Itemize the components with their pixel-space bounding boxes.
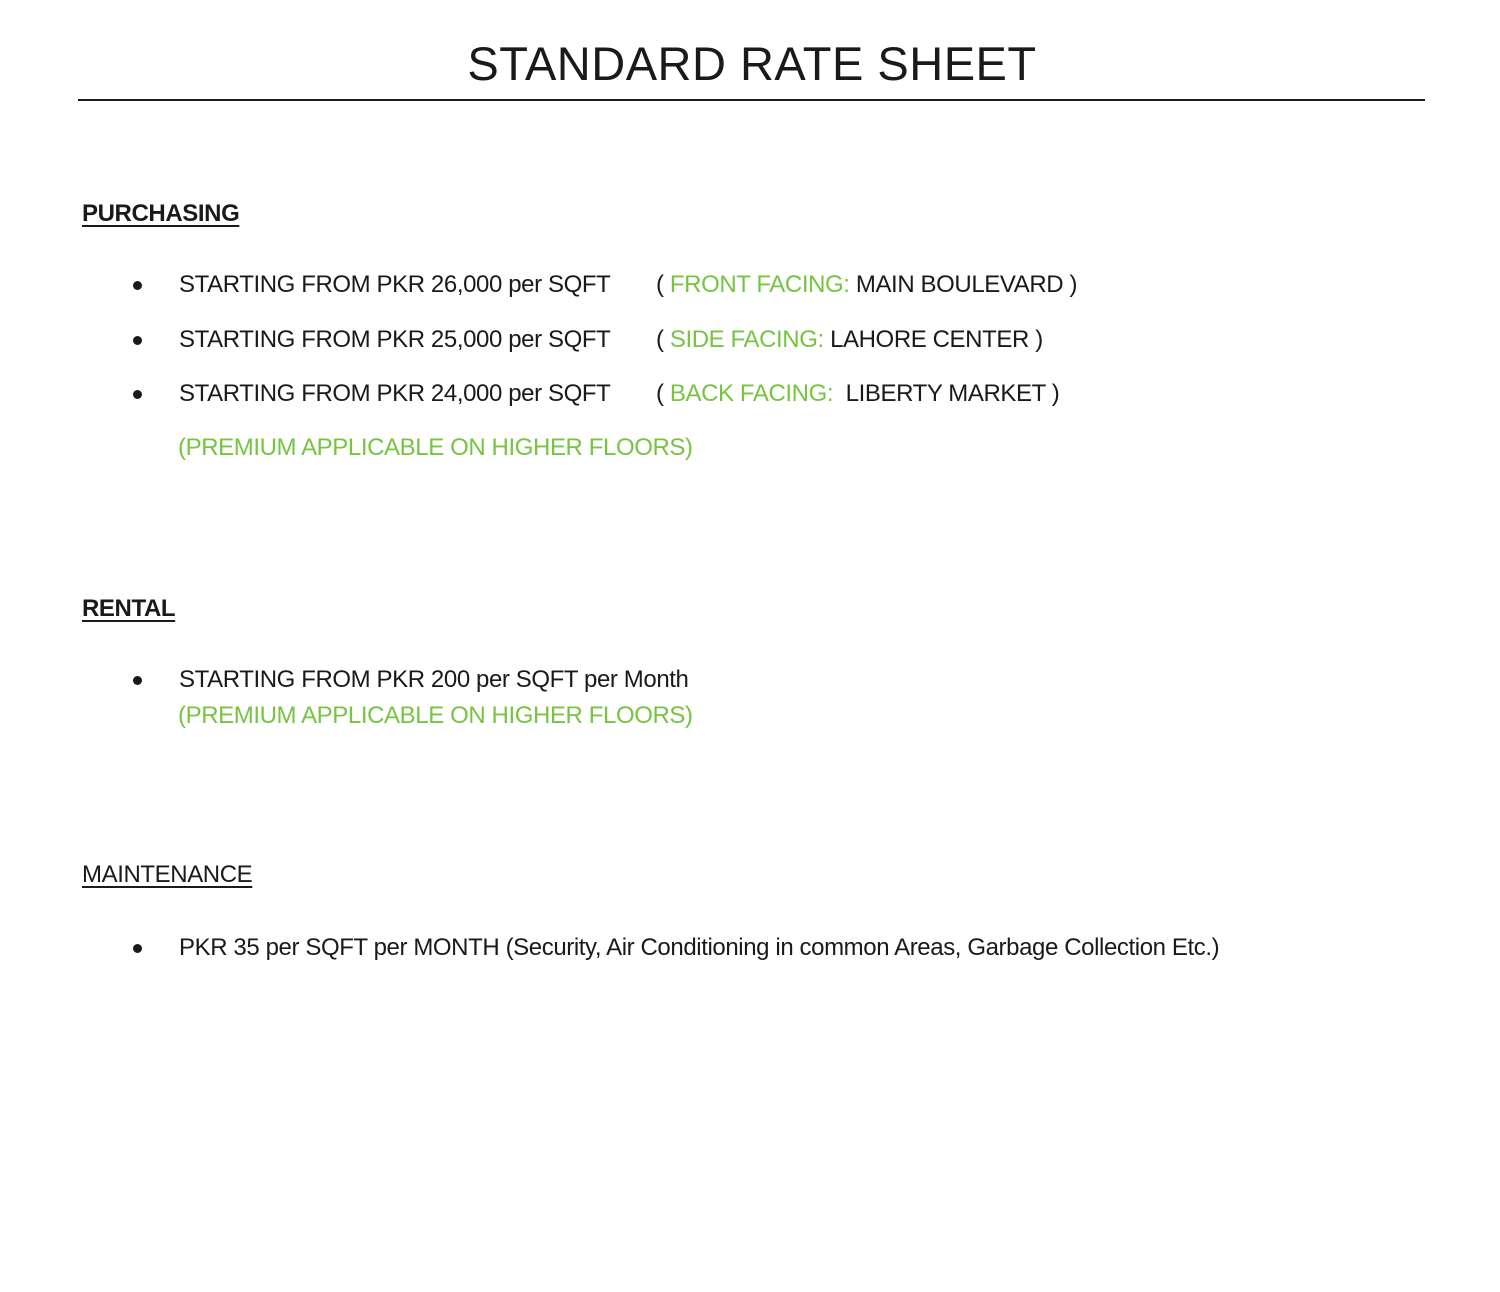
open-paren: ( <box>656 271 664 298</box>
rate-text: STARTING FROM PKR 200 per SQFT per Month <box>179 666 689 693</box>
purchasing-heading: PURCHASING <box>82 200 240 227</box>
facing-info <box>656 269 1077 301</box>
facing-label: SIDE FACING: <box>669 326 824 353</box>
facing-location: LIBERTY MARKET <box>845 380 1046 407</box>
bullet-icon <box>133 281 142 290</box>
close-paren: ) <box>1035 326 1043 353</box>
rate-text: PKR 35 per SQFT per MONTH (Security, Air Conditioning in common Areas, Garbage Collection Etc.) <box>179 934 1220 961</box>
rate-text: STARTING FROM PKR 24,000 per SQFT <box>179 380 611 407</box>
rental-heading: RENTAL <box>82 595 176 622</box>
premium-note: (PREMIUM APPLICABLE ON HIGHER FLOORS) <box>178 702 693 729</box>
rate-text: STARTING FROM PKR 25,000 per SQFT <box>179 326 611 353</box>
facing-location: MAIN BOULEVARD <box>855 271 1064 298</box>
facing-label: FRONT FACING: <box>669 271 850 298</box>
page-title: STANDARD RATE SHEET <box>467 37 1037 90</box>
rate-text: STARTING FROM PKR 26,000 per SQFT <box>179 271 611 298</box>
open-paren: ( <box>656 380 664 407</box>
open-paren: ( <box>656 326 664 353</box>
close-paren: ) <box>1051 380 1060 407</box>
maintenance-heading: MAINTENANCE <box>82 861 253 888</box>
facing-label: BACK FACING: <box>669 380 834 407</box>
facing-info <box>656 324 1043 356</box>
bullet-icon <box>133 944 142 953</box>
facing-location: LAHORE CENTER <box>830 326 1029 353</box>
close-paren: ) <box>1069 271 1078 298</box>
bullet-icon <box>133 336 142 345</box>
title-divider <box>78 99 1425 101</box>
bullet-icon <box>133 676 142 685</box>
premium-note: (PREMIUM APPLICABLE ON HIGHER FLOORS) <box>178 434 693 461</box>
bullet-icon <box>133 390 142 399</box>
facing-info <box>656 378 1059 410</box>
